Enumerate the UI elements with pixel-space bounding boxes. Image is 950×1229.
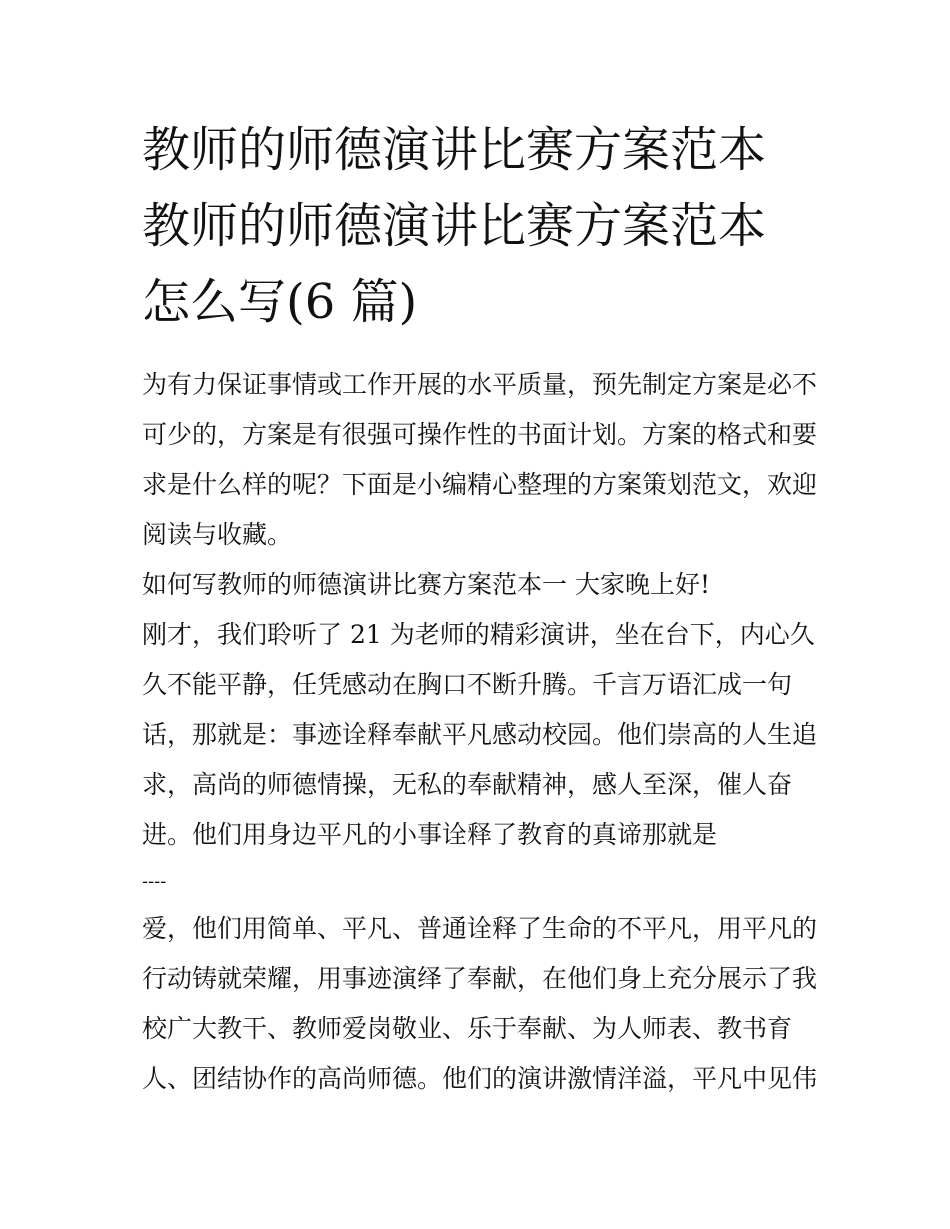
dash-separator: ---- [142, 871, 167, 892]
body-line: 阅读与收藏。 [142, 520, 293, 549]
title-line-1: 教师的师德演讲比赛方案范本 [142, 122, 767, 178]
body-line: 话，那就是：事迹诠释奉献平凡感动校园。他们崇高的人生追 [142, 720, 818, 749]
body-line: 求，高尚的师德情操，无私的奉献精神，感人至深，催人奋 [142, 770, 793, 799]
document-title [142, 112, 814, 340]
body-line: 刚才，我们聆听了 21 为老师的精彩演讲，坐在台下，内心久 [142, 620, 815, 649]
body-line: 爱，他们用简单、平凡、普通诠释了生命的不平凡，用平凡的 [142, 914, 818, 943]
body-line: 可少的，方案是有很强可操作性的书面计划。方案的格式和要 [142, 420, 818, 449]
body-line: 求是什么样的呢？下面是小编精心整理的方案策划范文，欢迎 [142, 470, 818, 499]
body-line: 为有力保证事情或工作开展的水平质量，预先制定方案是必不 [142, 370, 818, 399]
title-line-2: 教师的师德演讲比赛方案范本 [142, 198, 767, 254]
body-line: 人、团结协作的高尚师德。他们的演讲激情洋溢，平凡中见伟 [142, 1064, 818, 1093]
body-line: 行动铸就荣耀，用事迹演绎了奉献，在他们身上充分展示了我 [142, 964, 818, 993]
document-page [142, 112, 818, 1104]
body-line: 校广大教干、教师爱岗敬业、乐于奉献、为人师表、教书育 [142, 1014, 793, 1043]
title-line-3: 怎么写(6 篇) [142, 274, 418, 330]
body-line: 进。他们用身边平凡的小事诠释了教育的真谛那就是 [142, 820, 718, 849]
body-line: 如何写教师的师德演讲比赛方案范本一 大家晚上好! [142, 570, 710, 599]
document-body [142, 360, 818, 1104]
body-line: 久不能平静，任凭感动在胸口不断升腾。千言万语汇成一句 [142, 670, 793, 699]
